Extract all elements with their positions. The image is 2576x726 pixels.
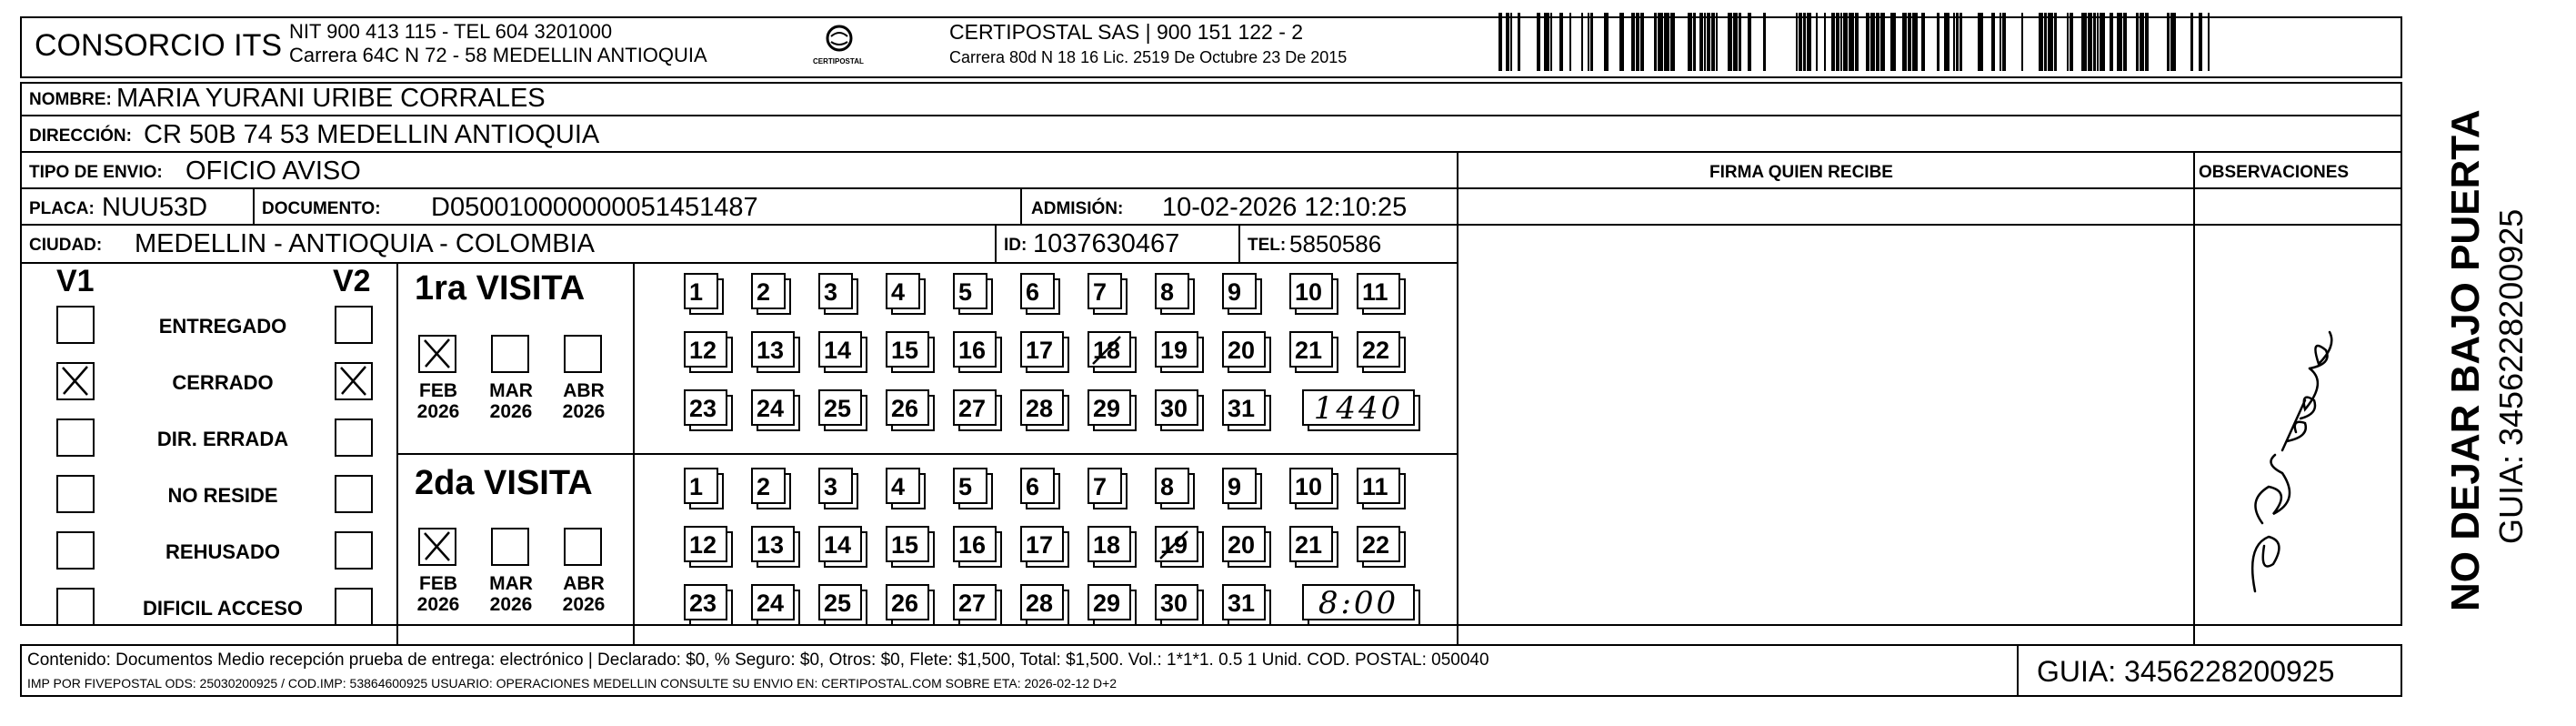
- check-mark-icon: [420, 337, 455, 371]
- status-label: CERRADO: [172, 371, 274, 394]
- certipostal-line2: Carrera 80d N 18 16 Lic. 2519 De Octubre 23 De 2015: [949, 48, 1348, 66]
- direccion-label: DIRECCIÓN:: [29, 126, 132, 146]
- side-guia: GUIA: 3456228200925: [2492, 208, 2530, 544]
- day-box[interactable]: 13: [751, 526, 795, 562]
- status-label: NO RESIDE: [167, 484, 278, 507]
- day-box[interactable]: 17: [1020, 331, 1064, 368]
- ciudad-label: CIUDAD:: [29, 236, 103, 255]
- day-box[interactable]: 21: [1289, 526, 1333, 562]
- company-line1: NIT 900 413 115 - TEL 604 3201000: [289, 20, 613, 43]
- day-box[interactable]: 30: [1155, 389, 1198, 426]
- day-box[interactable]: 26: [886, 584, 929, 620]
- day-box[interactable]: 20: [1222, 526, 1266, 562]
- day-box[interactable]: 6: [1020, 273, 1055, 309]
- direccion-value: CR 50B 74 53 MEDELLIN ANTIOQUIA: [144, 120, 600, 149]
- day-box[interactable]: 28: [1020, 389, 1064, 426]
- time-box[interactable]: 8:00: [1302, 584, 1415, 620]
- footer-line2: IMP POR FIVEPOSTAL ODS: 25030200925 / COD.IMP: 53864600925 USUARIO: OPERACIONES MEDELLIN CONSULTE SU ENVIO EN: CERTIPOSTAL.COM SOBRE ETA: 2026-02-12 D+2: [27, 676, 1118, 691]
- day-box[interactable]: 15: [886, 526, 929, 562]
- v2-checkbox[interactable]: [335, 306, 373, 344]
- day-box[interactable]: 1: [684, 468, 718, 504]
- documento-label: DOCUMENTO:: [262, 199, 381, 218]
- day-box[interactable]: 21: [1289, 331, 1333, 368]
- day-box[interactable]: 5: [953, 273, 987, 309]
- day-box[interactable]: 11: [1357, 273, 1400, 309]
- admision-value: 10-02-2026 12:10:25: [1162, 193, 1408, 222]
- day-box[interactable]: 24: [751, 389, 795, 426]
- v1-checkbox[interactable]: [56, 418, 95, 457]
- month-label: ABR 2026: [562, 573, 606, 616]
- signature: [2219, 328, 2355, 600]
- day-mark-icon: [1089, 333, 1129, 368]
- footer-guia: GUIA: 3456228200925: [2037, 655, 2335, 688]
- id-label: ID:: [1004, 236, 1027, 255]
- form-box: [20, 82, 2402, 626]
- day-box[interactable]: 16: [953, 331, 997, 368]
- certipostal-logo: [807, 20, 871, 75]
- day-box[interactable]: 20: [1222, 331, 1266, 368]
- check-mark-icon: [58, 364, 93, 398]
- month-checkbox[interactable]: [491, 528, 529, 566]
- day-box[interactable]: 14: [818, 331, 862, 368]
- v1-checkbox[interactable]: [56, 588, 95, 626]
- day-box[interactable]: 19: [1155, 526, 1198, 562]
- company-line2: Carrera 64C N 72 - 58 MEDELLIN ANTIOQUIA: [289, 44, 707, 66]
- day-box[interactable]: 10: [1289, 468, 1333, 504]
- day-box[interactable]: 23: [684, 584, 727, 620]
- observaciones-label: OBSERVACIONES: [2199, 163, 2350, 182]
- company-name: CONSORCIO ITS: [35, 28, 283, 63]
- month-label: ABR 2026: [562, 380, 606, 423]
- v2-checkbox[interactable]: [335, 588, 373, 626]
- month-checkbox[interactable]: [418, 335, 456, 373]
- status-label: REHUSADO: [165, 540, 280, 563]
- month-label: FEB 2026: [416, 573, 460, 616]
- day-box[interactable]: 27: [953, 389, 997, 426]
- nombre-label: NOMBRE:: [29, 90, 112, 109]
- barcode: [1498, 13, 2217, 71]
- nombre-value: MARIA YURANI URIBE CORRALES: [116, 84, 546, 113]
- day-box[interactable]: 7: [1088, 468, 1122, 504]
- v2-checkbox[interactable]: [335, 475, 373, 513]
- day-box[interactable]: 12: [684, 526, 727, 562]
- day-box[interactable]: 7: [1088, 273, 1122, 309]
- second-visit-title: 2da VISITA: [415, 464, 593, 502]
- day-box[interactable]: 8: [1155, 468, 1189, 504]
- day-mark-icon: [1157, 528, 1197, 562]
- v1-checkbox[interactable]: [56, 362, 95, 400]
- day-box[interactable]: 25: [818, 389, 862, 426]
- day-box[interactable]: 2: [751, 468, 786, 504]
- day-box[interactable]: 26: [886, 389, 929, 426]
- day-box[interactable]: 23: [684, 389, 727, 426]
- day-box[interactable]: 19: [1155, 331, 1198, 368]
- day-box[interactable]: 1: [684, 273, 718, 309]
- tipo-value: OFICIO AVISO: [185, 156, 361, 186]
- day-box[interactable]: 29: [1088, 584, 1131, 620]
- day-box[interactable]: 22: [1357, 526, 1400, 562]
- day-box[interactable]: 11: [1357, 468, 1400, 504]
- day-box[interactable]: 16: [953, 526, 997, 562]
- v2-checkbox[interactable]: [335, 531, 373, 570]
- day-box[interactable]: 4: [886, 468, 920, 504]
- v1-header: V1: [56, 264, 95, 298]
- day-box[interactable]: 29: [1088, 389, 1131, 426]
- month-checkbox[interactable]: [564, 528, 602, 566]
- documento-value: D050010000000051451487: [431, 193, 758, 222]
- certipostal-line1: CERTIPOSTAL SAS | 900 151 122 - 2: [949, 20, 1304, 44]
- status-label: DIFICIL ACCESO: [142, 597, 303, 620]
- day-box[interactable]: 2: [751, 273, 786, 309]
- v1-checkbox[interactable]: [56, 306, 95, 344]
- v1-checkbox[interactable]: [56, 531, 95, 570]
- placa-value: NUU53D: [102, 193, 208, 222]
- v1-checkbox[interactable]: [56, 475, 95, 513]
- v2-checkbox[interactable]: [335, 418, 373, 457]
- admision-label: ADMISIÓN:: [1031, 199, 1124, 218]
- logo-text: CERTIPOSTAL: [813, 57, 864, 66]
- firma-label: FIRMA QUIEN RECIBE: [1709, 163, 1893, 182]
- v2-header: V2: [333, 264, 371, 298]
- day-box[interactable]: 5: [953, 468, 987, 504]
- day-box[interactable]: 10: [1289, 273, 1333, 309]
- tel-label: TEL:: [1248, 236, 1287, 255]
- day-box[interactable]: 27: [953, 584, 997, 620]
- day-box[interactable]: 14: [818, 526, 862, 562]
- month-checkbox[interactable]: [564, 335, 602, 373]
- month-checkbox[interactable]: [491, 335, 529, 373]
- check-mark-icon: [336, 364, 371, 398]
- day-box[interactable]: 18: [1088, 526, 1131, 562]
- day-box[interactable]: 8: [1155, 273, 1189, 309]
- day-box[interactable]: 17: [1020, 526, 1064, 562]
- check-mark-icon: [420, 529, 455, 564]
- tipo-label: TIPO DE ENVIO:: [29, 163, 163, 182]
- placa-label: PLACA:: [29, 199, 95, 218]
- day-box[interactable]: 12: [684, 331, 727, 368]
- day-box[interactable]: 22: [1357, 331, 1400, 368]
- month-label: MAR 2026: [489, 380, 533, 423]
- month-checkbox[interactable]: [418, 528, 456, 566]
- month-label: FEB 2026: [416, 380, 460, 423]
- day-box[interactable]: 31: [1222, 584, 1266, 620]
- day-box[interactable]: 25: [818, 584, 862, 620]
- status-label: DIR. ERRADA: [156, 428, 289, 450]
- id-value: 1037630467: [1033, 229, 1180, 258]
- day-box[interactable]: 3: [818, 468, 853, 504]
- day-box[interactable]: 28: [1020, 584, 1064, 620]
- day-box[interactable]: 30: [1155, 584, 1198, 620]
- day-box[interactable]: 9: [1222, 273, 1257, 309]
- day-box[interactable]: 18: [1088, 331, 1131, 368]
- time-box[interactable]: 1440: [1302, 389, 1415, 426]
- v2-checkbox[interactable]: [335, 362, 373, 400]
- day-box[interactable]: 24: [751, 584, 795, 620]
- day-box[interactable]: 6: [1020, 468, 1055, 504]
- day-box[interactable]: 4: [886, 273, 920, 309]
- first-visit-title: 1ra VISITA: [415, 269, 586, 308]
- ciudad-value: MEDELLIN - ANTIOQUIA - COLOMBIA: [135, 229, 595, 258]
- side-warning: NO DEJAR BAJO PUERTA: [2443, 109, 2488, 611]
- status-label: ENTREGADO: [158, 315, 287, 338]
- tel-value: 5850586: [1289, 230, 1382, 257]
- day-box[interactable]: 31: [1222, 389, 1266, 426]
- day-box[interactable]: 13: [751, 331, 795, 368]
- footer-line1: Contenido: Documentos Medio recepción prueba de entrega: electrónico | Declarado: $0, % Seguro: $0, Otros: $0, Flete: $1,500, Total: $1,500. Vol.: 1*1*1. 0.5 1 Unid. COD. POSTAL: 050040: [27, 650, 1489, 670]
- day-box[interactable]: 3: [818, 273, 853, 309]
- day-box[interactable]: 9: [1222, 468, 1257, 504]
- month-label: MAR 2026: [489, 573, 533, 616]
- day-box[interactable]: 15: [886, 331, 929, 368]
